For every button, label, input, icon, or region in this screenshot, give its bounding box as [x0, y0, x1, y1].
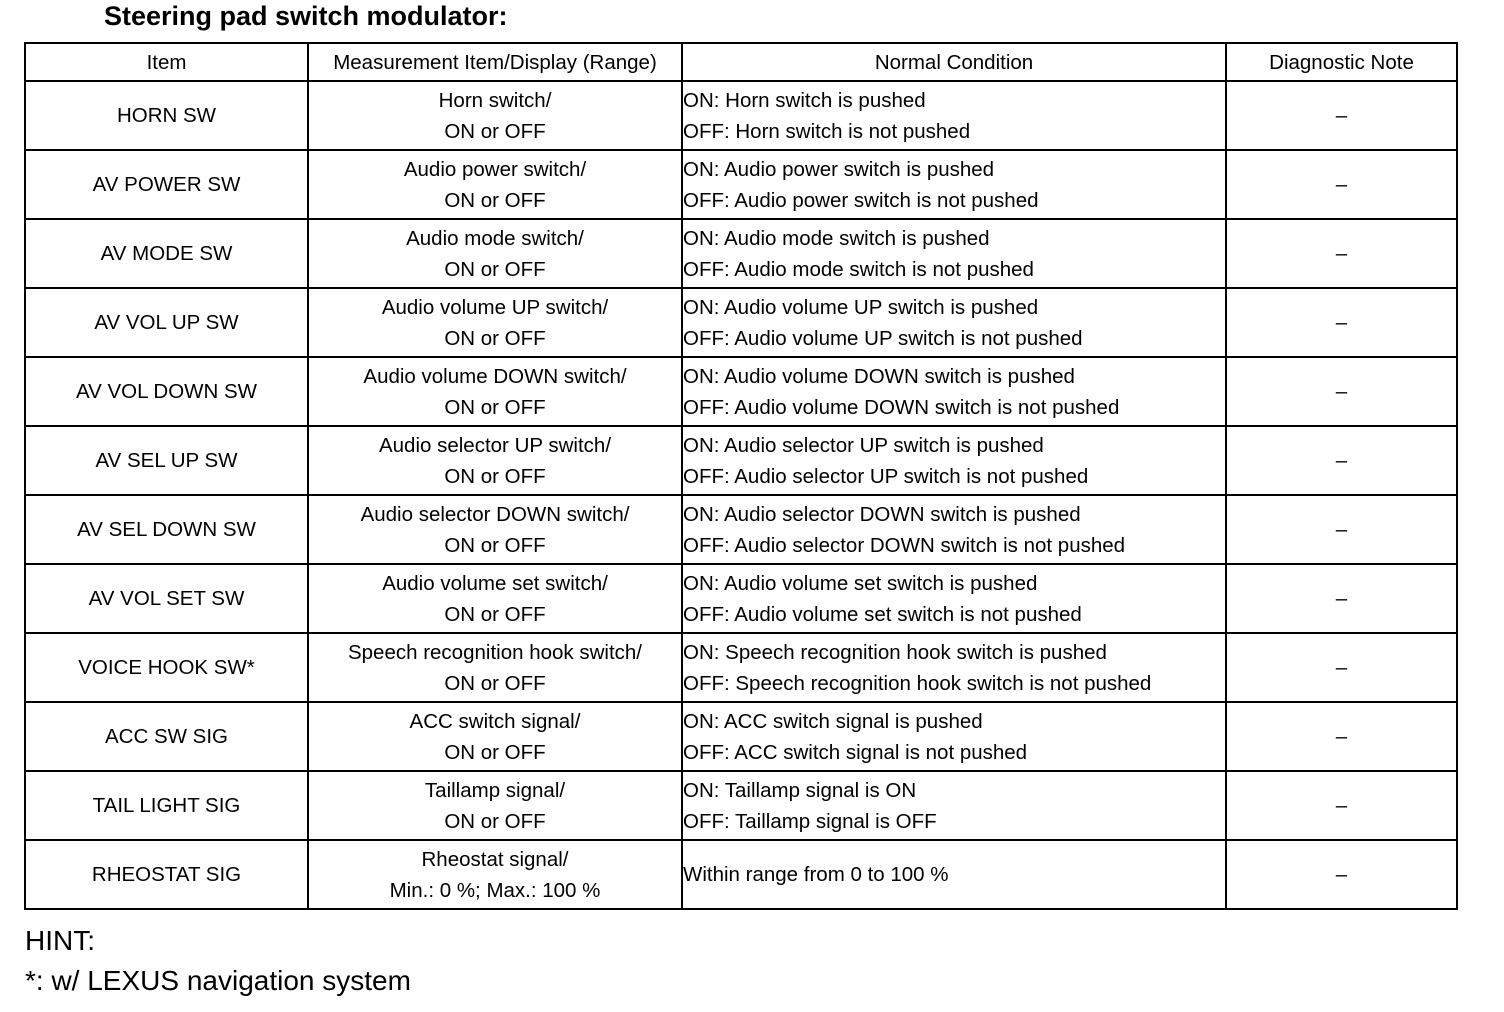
cell-measurement — [308, 150, 682, 219]
header-diagnostic-note: Diagnostic Note — [1226, 43, 1457, 81]
cell-measurement — [308, 288, 682, 357]
table-header-row — [25, 43, 1457, 81]
cell-normal-condition — [682, 564, 1226, 633]
cell-normal-condition — [682, 81, 1226, 150]
measurement-line: ACC switch signal/ — [409, 709, 581, 733]
condition-line: OFF: Audio selector UP switch is not pushed — [683, 464, 1089, 488]
cell-normal-condition — [682, 702, 1226, 771]
cell-diagnostic-note: – — [1226, 219, 1457, 288]
cell-diagnostic-note: – — [1226, 564, 1457, 633]
measurement-line: Speech recognition hook switch/ — [347, 640, 642, 664]
cell-item: AV VOL DOWN SW — [25, 357, 308, 426]
measurement-line: ON or OFF — [444, 602, 546, 626]
condition-line: ON: Taillamp signal is ON — [683, 778, 917, 802]
measurement-line: ON or OFF — [444, 188, 546, 212]
cell-diagnostic-note: – — [1226, 81, 1457, 150]
cell-measurement — [308, 495, 682, 564]
cell-item: AV POWER SW — [25, 150, 308, 219]
measurement-line: ON or OFF — [444, 326, 546, 350]
cell-item: AV VOL UP SW — [25, 288, 308, 357]
measurement-line: Audio mode switch/ — [406, 226, 584, 250]
measurement-line: Audio volume set switch/ — [382, 571, 608, 595]
table-row — [25, 219, 1457, 288]
condition-line: ON: Horn switch is pushed — [683, 88, 926, 112]
cell-item: AV SEL DOWN SW — [25, 495, 308, 564]
table-row — [25, 840, 1457, 909]
condition-line: Within range from 0 to 100 % — [683, 863, 949, 886]
measurement-line: ON or OFF — [444, 464, 546, 488]
condition-line: OFF: Speech recognition hook switch is not pushed — [683, 671, 1152, 695]
condition-line: OFF: Audio volume UP switch is not pushed — [683, 326, 1083, 350]
measurement-line: Audio selector UP switch/ — [378, 433, 612, 457]
condition-line: ON: Audio volume DOWN switch is pushed — [683, 364, 1075, 388]
table-row — [25, 564, 1457, 633]
table-row — [25, 81, 1457, 150]
cell-diagnostic-note: – — [1226, 357, 1457, 426]
hint-label: HINT: — [25, 925, 95, 956]
cell-diagnostic-note: – — [1226, 495, 1457, 564]
table-row — [25, 495, 1457, 564]
table-row — [25, 633, 1457, 702]
cell-item: HORN SW — [25, 81, 308, 150]
cell-measurement — [308, 702, 682, 771]
cell-normal-condition — [682, 219, 1226, 288]
cell-item: ACC SW SIG — [25, 702, 308, 771]
cell-item: RHEOSTAT SIG — [25, 840, 308, 909]
measurement-line: ON or OFF — [444, 119, 546, 143]
cell-normal-condition — [682, 288, 1226, 357]
cell-measurement — [308, 771, 682, 840]
condition-line: OFF: Audio mode switch is not pushed — [683, 257, 1034, 281]
condition-line: OFF: Audio power switch is not pushed — [683, 188, 1039, 212]
measurement-line: Audio power switch/ — [403, 157, 587, 181]
measurement-line: ON or OFF — [444, 395, 546, 419]
cell-diagnostic-note: – — [1226, 426, 1457, 495]
condition-line: ON: Audio selector UP switch is pushed — [683, 433, 1044, 457]
cell-diagnostic-note: – — [1226, 771, 1457, 840]
cell-normal-condition — [682, 150, 1226, 219]
cell-item: VOICE HOOK SW* — [25, 633, 308, 702]
condition-line: ON: Audio volume set switch is pushed — [683, 571, 1038, 595]
header-item: Item — [25, 43, 308, 81]
cell-item: AV SEL UP SW — [25, 426, 308, 495]
condition-line: OFF: Audio volume set switch is not pushed — [683, 602, 1082, 626]
condition-line: ON: Audio volume UP switch is pushed — [683, 295, 1039, 319]
header-measurement: Measurement Item/Display (Range) — [308, 43, 682, 81]
cell-measurement — [308, 81, 682, 150]
table-row — [25, 771, 1457, 840]
measurement-line: Rheostat signal/ — [421, 847, 569, 871]
table-body — [25, 81, 1457, 909]
condition-line: OFF: Taillamp signal is OFF — [683, 809, 937, 833]
cell-normal-condition — [682, 771, 1226, 840]
cell-measurement — [308, 840, 682, 909]
cell-measurement — [308, 426, 682, 495]
cell-diagnostic-note: – — [1226, 702, 1457, 771]
measurement-line: Horn switch/ — [438, 88, 552, 112]
header-normal-condition: Normal Condition — [682, 43, 1226, 81]
table-row — [25, 702, 1457, 771]
cell-measurement — [308, 219, 682, 288]
table-row — [25, 288, 1457, 357]
cell-normal-condition — [682, 633, 1226, 702]
cell-measurement — [308, 633, 682, 702]
cell-item: AV MODE SW — [25, 219, 308, 288]
cell-normal-condition — [682, 357, 1226, 426]
table-row — [25, 150, 1457, 219]
condition-line: ON: Speech recognition hook switch is pushed — [683, 640, 1107, 664]
cell-normal-condition — [682, 840, 1226, 909]
measurement-line: ON or OFF — [444, 809, 546, 833]
cell-diagnostic-note: – — [1226, 150, 1457, 219]
measurement-line: Min.: 0 %; Max.: 100 % — [389, 878, 601, 902]
measurement-line: Audio selector DOWN switch/ — [360, 502, 630, 526]
measurement-line: ON or OFF — [444, 740, 546, 764]
cell-item: AV VOL SET SW — [25, 564, 308, 633]
cell-measurement — [308, 564, 682, 633]
condition-line: OFF: ACC switch signal is not pushed — [683, 740, 1028, 764]
measurement-line: Audio volume UP switch/ — [381, 295, 609, 319]
cell-diagnostic-note: – — [1226, 840, 1457, 909]
cell-item: TAIL LIGHT SIG — [25, 771, 308, 840]
table-row — [25, 426, 1457, 495]
cell-normal-condition — [682, 426, 1226, 495]
page-title: Steering pad switch modulator: — [104, 1, 508, 31]
cell-diagnostic-note: – — [1226, 633, 1457, 702]
condition-line: OFF: Horn switch is not pushed — [683, 119, 971, 143]
cell-measurement — [308, 357, 682, 426]
measurement-line: Audio volume DOWN switch/ — [363, 364, 627, 388]
measurement-line: Taillamp signal/ — [424, 778, 566, 802]
condition-line: ON: Audio selector DOWN switch is pushed — [683, 502, 1081, 526]
condition-line: OFF: Audio selector DOWN switch is not pushed — [683, 533, 1126, 557]
condition-line: ON: Audio power switch is pushed — [683, 157, 995, 181]
hint-footnote: *: w/ LEXUS navigation system — [25, 965, 411, 996]
table-row — [25, 357, 1457, 426]
measurement-line: ON or OFF — [444, 671, 546, 695]
data-table — [24, 42, 1458, 910]
condition-line: ON: ACC switch signal is pushed — [683, 709, 983, 733]
cell-diagnostic-note: – — [1226, 288, 1457, 357]
measurement-line: ON or OFF — [444, 533, 546, 557]
condition-line: OFF: Audio volume DOWN switch is not pushed — [683, 395, 1120, 419]
cell-normal-condition — [682, 495, 1226, 564]
condition-line: ON: Audio mode switch is pushed — [683, 226, 990, 250]
measurement-line: ON or OFF — [444, 257, 546, 281]
